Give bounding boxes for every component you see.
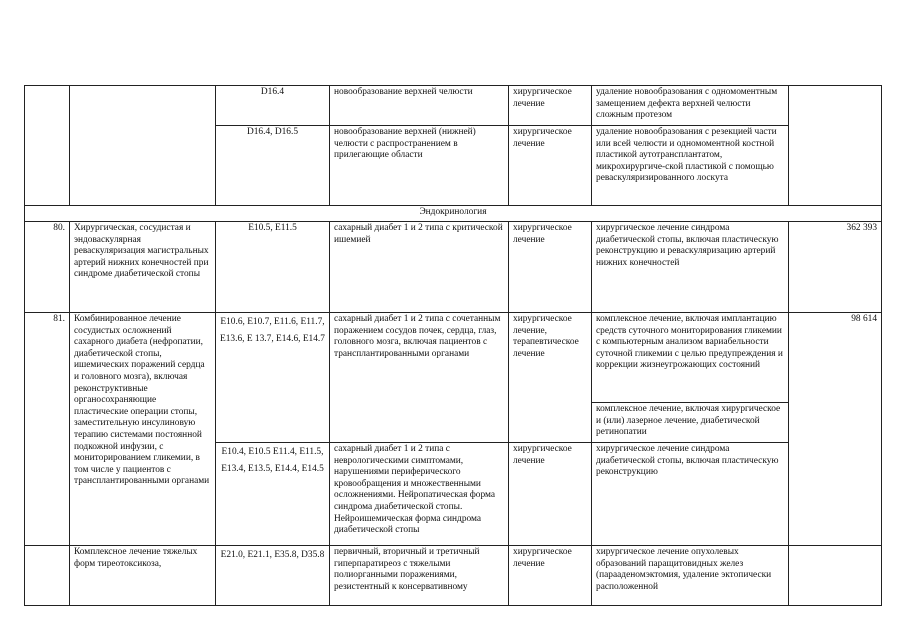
table-row: [25, 86, 882, 126]
treatment-type-cell: хирургическое лечение, терапевтическое лечение: [509, 313, 592, 443]
table-row: [25, 546, 882, 606]
row-number-cell: 80.: [25, 222, 70, 313]
name-cell: Комплексное лечение тяжелых форм тиреотоксикоза,: [70, 546, 216, 606]
icd-code-cell: E21.0, E21.1, E35.8, D35.8: [216, 546, 330, 606]
icd-code-cell: E10.6, E10.7, E11.6, E11.7, E13.6, E 13.7, E14.6, E14.7: [216, 313, 330, 443]
treatment-type-cell: хирургическое лечение: [509, 126, 592, 206]
icd-code-cell: D16.4: [216, 86, 330, 126]
patient-model-cell: первичный, вторичный и третичный гиперпаратиреоз с тяжелыми полиорганными поражениями, резистентный к консервативному: [330, 546, 509, 606]
price-cell: [789, 546, 882, 606]
treatment-method-cell: комплексное лечение, включая имплантацию средств суточного мониторирования гликемии с компьютерным анализом вариабельности суточной гликемии с целью предупреждения и коррекции жизнеугрожающих состояний: [592, 313, 789, 403]
table-row: [25, 222, 882, 313]
row-number-cell: 81.: [25, 313, 70, 546]
section-title: Эндокринология: [25, 206, 882, 222]
section-row: [25, 206, 882, 222]
row-number-cell: [25, 546, 70, 606]
medical-care-table: [24, 85, 882, 606]
price-cell: 98 614: [789, 313, 882, 546]
treatment-type-cell: хирургическое лечение: [509, 86, 592, 126]
name-cell: [70, 86, 216, 206]
name-cell: Хирургическая, сосудистая и эндоваскулярная реваскуляризация магистральных артерий нижних конечностей при синдроме диабетической стопы: [70, 222, 216, 313]
patient-model-cell: сахарный диабет 1 и 2 типа с критической ишемией: [330, 222, 509, 313]
row-number-cell: [25, 86, 70, 206]
patient-model-cell: сахарный диабет 1 и 2 типа с неврологическими симптомами, нарушениями периферического кровообращения и множественными осложнениями. Нейропатическая форма синдрома диабетической стопы. Нейроишемическая форма синдрома диабетической стопы: [330, 443, 509, 546]
table-row: [25, 313, 882, 403]
treatment-type-cell: хирургическое лечение: [509, 546, 592, 606]
patient-model-cell: новообразование верхней (нижней) челюсти с распространением в прилегающие области: [330, 126, 509, 206]
icd-code-cell: E10.4, E10.5 E11.4, E11.5, E13.4, E13.5, E14.4, E14.5: [216, 443, 330, 546]
treatment-type-cell: хирургическое лечение: [509, 222, 592, 313]
treatment-method-cell: хирургическое лечение синдрома диабетической стопы, включая пластическую реконструкцию и реваскуляризацию артерий нижних конечностей: [592, 222, 789, 313]
treatment-method-cell: удаление новообразования с одномоментным замещением дефекта верхней челюсти сложным протезом: [592, 86, 789, 126]
patient-model-cell: сахарный диабет 1 и 2 типа с сочетанным поражением сосудов почек, сердца, глаз, головного мозга, включая пациентов с трансплантированными органами: [330, 313, 509, 443]
icd-code-cell: E10.5, E11.5: [216, 222, 330, 313]
treatment-method-cell: хирургическое лечение синдрома диабетической стопы, включая пластическую реконструкцию: [592, 443, 789, 546]
treatment-method-cell: комплексное лечение, включая хирургическое и (или) лазерное лечение, диабетической ретинопатии: [592, 403, 789, 443]
treatment-method-cell: удаление новообразования с резекцией части или всей челюсти и одномоментной костной пластикой аутотрансплантатом, микрохирургиче-ской пластикой с помощью реваскуляризированного лоскута: [592, 126, 789, 206]
icd-code-cell: D16.4, D16.5: [216, 126, 330, 206]
patient-model-cell: новообразование верхней челюсти: [330, 86, 509, 126]
price-cell: 362 393: [789, 222, 882, 313]
price-cell: [789, 86, 882, 206]
name-cell: Комбинированное лечение сосудистых осложнений сахарного диабета (нефропатии, диабетической стопы, ишемических поражений сердца и головного мозга), включая реконструктивные органосохраняющие пластические операции стопы, заместительную инсулиновую терапию системами постоянной подкожной инфузии, с мониторированием гликемии, в том числе у пациентов с трансплантированными органами: [70, 313, 216, 546]
treatment-type-cell: хирургическое лечение: [509, 443, 592, 546]
treatment-method-cell: хирургическое лечение опухолевых образований паращитовидных желез (парааденомэктомия, удаление эктопически расположенной: [592, 546, 789, 606]
